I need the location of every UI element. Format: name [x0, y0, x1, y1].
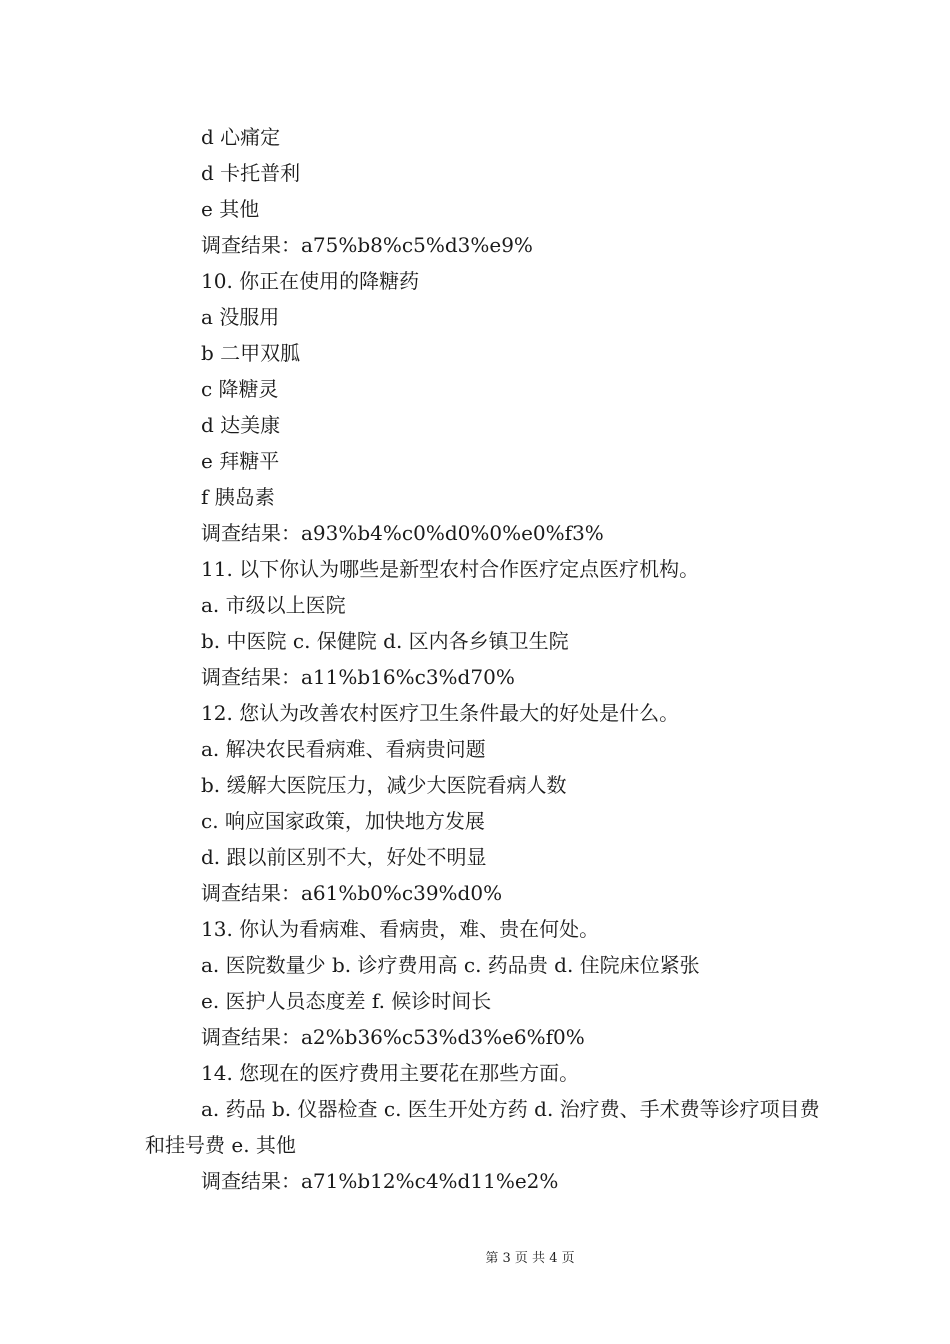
- option-line: e 其他: [201, 197, 260, 221]
- option-line: d 达美康: [201, 413, 281, 437]
- question-14: 14. 您现在的医疗费用主要花在那些方面。: [201, 1061, 580, 1085]
- option-line: c. 响应国家政策，加快地方发展: [201, 809, 485, 833]
- option-line: b. 缓解大医院压力，减少大医院看病人数: [201, 773, 567, 797]
- option-line: d. 跟以前区别不大，好处不明显: [201, 845, 487, 869]
- option-line: a. 解决农民看病难、看病贵问题: [201, 737, 486, 761]
- option-line: a. 医院数量少 b. 诊疗费用高 c. 药品贵 d. 住院床位紧张: [201, 953, 700, 977]
- option-line: e. 医护人员态度差 f. 候诊时间长: [201, 989, 492, 1013]
- survey-result: 调查结果：a71%b12%c4%d11%e2%: [201, 1169, 559, 1193]
- question-14-options: a. 药品 b. 仪器检查 c. 医生开处方药 d. 治疗费、手术费等诊疗项目费和挂号费 e. 其他: [145, 1097, 820, 1157]
- question-11: 11. 以下你认为哪些是新型农村合作医疗定点医疗机构。: [201, 557, 700, 581]
- survey-result: 调查结果：a61%b0%c39%d0%: [201, 881, 503, 905]
- question-10: 10. 你正在使用的降糖药: [201, 269, 420, 293]
- survey-result: 调查结果：a93%b4%c0%d0%0%e0%f3%: [201, 521, 604, 545]
- option-line: a. 市级以上医院: [201, 593, 346, 617]
- option-line: b 二甲双胍: [201, 341, 301, 365]
- option-line: d 心痛定: [201, 125, 281, 149]
- survey-result: 调查结果：a75%b8%c5%d3%e9%: [201, 233, 533, 257]
- survey-result: 调查结果：a2%b36%c53%d3%e6%f0%: [201, 1025, 585, 1049]
- document-body: [145, 119, 825, 1199]
- option-line: e 拜糖平: [201, 449, 280, 473]
- option-line: b. 中医院 c. 保健院 d. 区内各乡镇卫生院: [201, 629, 569, 653]
- question-12: 12. 您认为改善农村医疗卫生条件最大的好处是什么。: [201, 701, 680, 725]
- option-line: c 降糖灵: [201, 377, 279, 401]
- question-13: 13. 你认为看病难、看病贵，难、贵在何处。: [201, 917, 600, 941]
- option-line: a 没服用: [201, 305, 280, 329]
- option-line: d 卡托普利: [201, 161, 301, 185]
- survey-result: 调查结果：a11%b16%c3%d70%: [201, 665, 515, 689]
- option-line: f 胰岛素: [201, 485, 275, 509]
- page-footer: 第 3 页 共 4 页: [485, 1251, 575, 1266]
